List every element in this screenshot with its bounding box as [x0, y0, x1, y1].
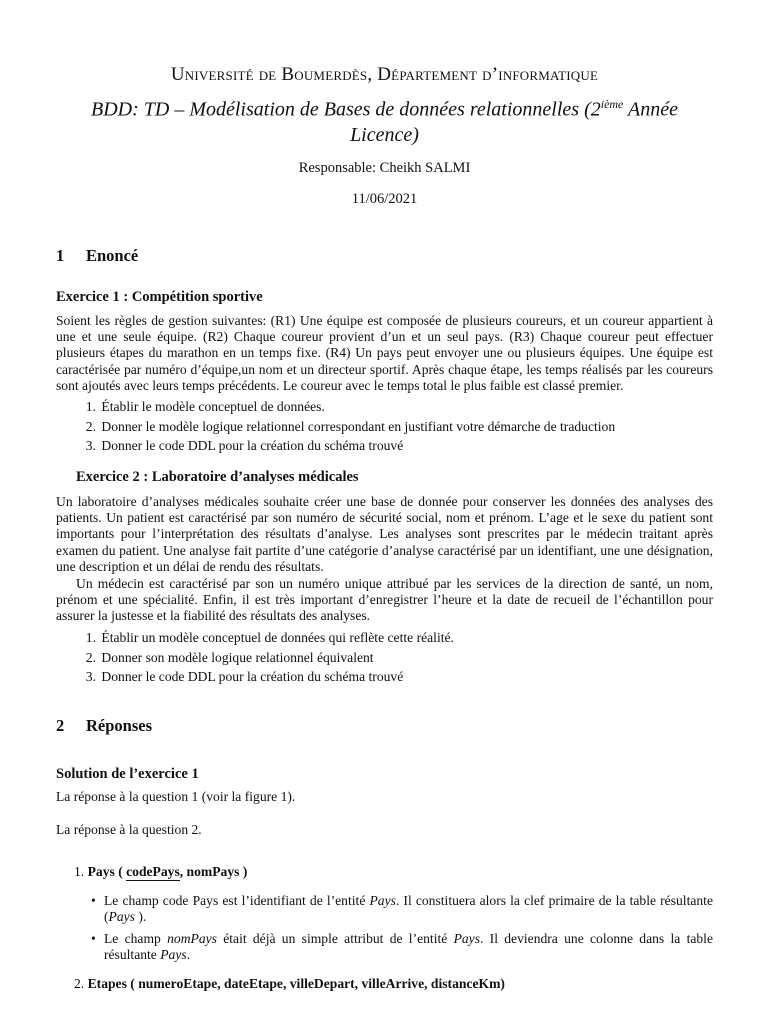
- list-item: 2. Donner le modèle logique relationnel correspondant en justifiant votre démarche de traduction: [85, 418, 616, 434]
- list-item: 3. Donner le code DDL pour la création du schéma trouvé: [85, 438, 404, 453]
- bullet-item: • Le champ nomPays était déjà un simple attribut de l’entité Pays. Il deviendra une colonne dans la table résultante Pays.: [91, 931, 713, 963]
- section-heading-reponses: [56, 716, 152, 736]
- list-item: 1. Établir le modèle conceptuel de données.: [85, 399, 325, 414]
- exercise2-questions: [56, 628, 713, 687]
- title-text-line2: Licence): [350, 123, 419, 146]
- section-heading-enonce: [56, 246, 138, 266]
- title-superscript: ième: [600, 97, 624, 111]
- list-item: 3. Donner le code DDL pour la création du schéma trouvé: [85, 669, 404, 684]
- bullet-item: • Le champ code Pays est l’identifiant de l’entité Pays. Il constituera alors la clef primaire de la table résultante (Pays ).: [91, 893, 713, 925]
- document-title: [56, 92, 713, 148]
- document-date: 11/06/2021: [351, 191, 418, 207]
- list-item: 2. Donner son modèle logique relationnel équivalent: [85, 649, 374, 665]
- section-number: 2: [56, 716, 65, 735]
- title-text-part1: BDD: TD – Modélisation de Bases de données relationnelles (2: [91, 98, 601, 121]
- relation-etapes: 2. Etapes ( numeroEtape, dateEtape, villeDepart, villeArrive, distanceKm): [74, 976, 505, 991]
- exercise2-text: Un laboratoire d’analyses médicales souhaite créer une base de donnée pour conserver les données des analyses des patients. Un patient est caractérisé par son numéro de sécurité social, nom et prénom. L’age et le sexe du patient sont importants pour l’interprétation des résultats d’analyse. Les analyses sont prescrites par le médecin traitant après examen du patient. Une analyse fait partite d’une catégorie d’analyse caractérisé par un identifiant, une une désignation, une description et un délai de rendu des résultats.: [56, 494, 713, 574]
- section-number: 1: [56, 246, 65, 265]
- solution1-title: Solution de l’exercice 1: [56, 766, 199, 782]
- section-title: Enoncé: [86, 246, 139, 265]
- section-title: Réponses: [86, 716, 153, 735]
- exercise1-title: Exercice 1 : Compétition sportive: [56, 289, 263, 305]
- primary-key: codePays: [126, 864, 180, 879]
- exercise2-title: Exercice 2 : Laboratoire d’analyses médicales: [76, 469, 359, 485]
- list-item: 1. Établir un modèle conceptuel de données qui reflète cette réalité.: [85, 630, 454, 645]
- bullet-icon: •: [91, 931, 96, 946]
- exercise2-text-2: Un médecin est caractérisé par son un numéro unique attribué par les services de la direction de santé, un nom, prénom et une spécialité. Enfin, il est très important d’enregistrer l’heure et la date de recueil de l’échantillon pour assurer la justesse et la fiabilité des résultats des analyses.: [56, 576, 713, 624]
- exercise1-text: Soient les règles de gestion suivantes: (R1) Une équipe est composée de plusieurs coureurs, et un coureur appartient à une et une seule équipe. (R2) Chaque coureur provient d’un et un seul pays. (R3) Chaque coureur peut effectuer plusieurs étapes du marathon en un temps fixe. (R4) Un pays peut envoyer une ou plusieurs équipes. Une équipe est caractérisée par numéro d’équipe,un nom et un directeur sportif. Après chaque étape, les temps réalisés par les coureurs sont ajoutés avec leurs temps précédents. Le coureur avec le temps total le plus faible est classé premier.: [56, 313, 713, 393]
- exercise1-questions: [56, 397, 713, 456]
- solution1-q1: La réponse à la question 1 (voir la figure 1).: [56, 789, 296, 804]
- solution1-q2: La réponse à la question 2.: [56, 822, 202, 837]
- relation-pays: 1. Pays ( codePays, nomPays ): [74, 864, 248, 879]
- title-text-part2: Année: [623, 98, 678, 121]
- bullet-icon: •: [91, 893, 96, 908]
- university-header: Université de Boumerdès, Département d’informatique: [170, 64, 599, 85]
- responsable-line: Responsable: Cheikh SALMI: [298, 160, 471, 176]
